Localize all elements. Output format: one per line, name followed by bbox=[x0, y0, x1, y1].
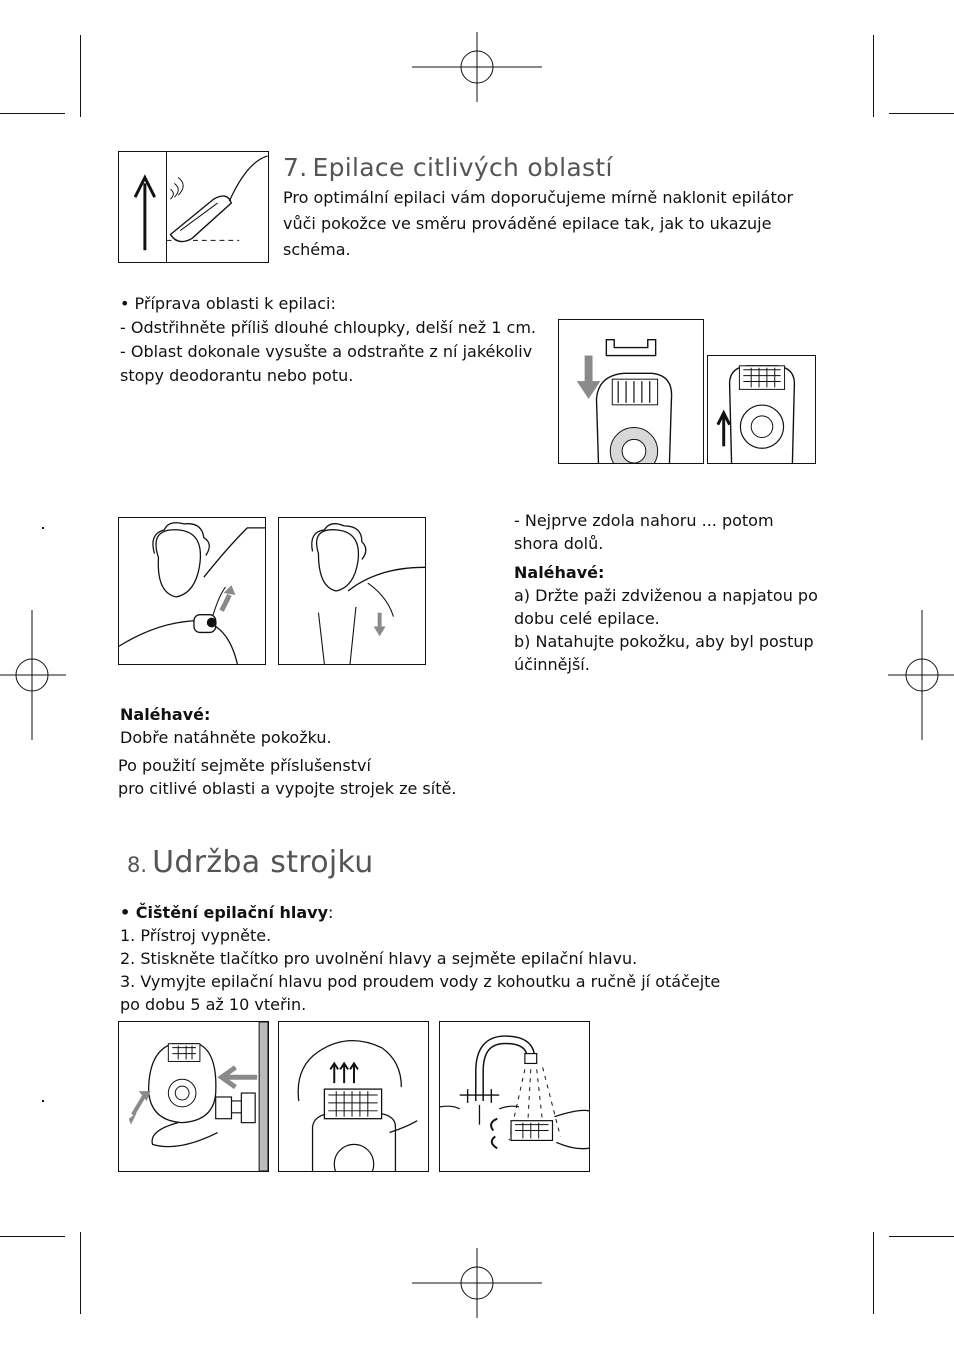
registration-mark-bottom bbox=[412, 1248, 542, 1318]
dot-mark bbox=[42, 1100, 44, 1102]
section8-title: Udržba strojku bbox=[152, 845, 374, 880]
prep-line: - Odstřihněte příliš dlouhé chloupky, delší než 1 cm. bbox=[120, 318, 536, 337]
section7-intro bbox=[283, 185, 793, 263]
figure-unplug bbox=[118, 1021, 269, 1172]
urgent-line: dobu celé epilace. bbox=[514, 609, 660, 628]
figure-underarm-up bbox=[118, 517, 266, 665]
preparation-list bbox=[120, 292, 536, 388]
crop-mark bbox=[873, 1232, 874, 1314]
step-line: 3. Vymyjte epilační hlavu pod proudem vody z kohoutku a ručně jí otáčejte bbox=[120, 972, 721, 991]
step-line: 2. Stiskněte tlačítko pro uvolnění hlavy a sejměte epilační hlavu. bbox=[120, 949, 638, 968]
after-use-line: Po použití sejměte příslušenství bbox=[118, 756, 371, 775]
direction-note bbox=[514, 509, 774, 555]
urgent-label: Naléhavé: bbox=[514, 563, 605, 582]
crop-mark bbox=[889, 1236, 954, 1237]
after-use-line: pro citlivé oblasti a vypojte strojek ze sítě. bbox=[118, 779, 457, 798]
cleaning-label-line bbox=[120, 901, 720, 924]
section8-heading bbox=[127, 845, 374, 880]
after-use-note bbox=[118, 754, 456, 800]
dot-mark bbox=[42, 527, 44, 529]
figure-rinse-head bbox=[439, 1021, 590, 1172]
step-line: po dobu 5 až 10 vteřin. bbox=[120, 995, 307, 1014]
urgent-line: a) Držte paži zdviženou a napjatou po bbox=[514, 586, 818, 605]
intro-line: schéma. bbox=[283, 240, 351, 259]
prep-line: • Příprava oblasti k epilaci: bbox=[120, 294, 336, 313]
step-line: 1. Přístroj vypněte. bbox=[120, 926, 272, 945]
figure-tilt-diagram bbox=[118, 151, 269, 263]
crop-mark bbox=[889, 113, 954, 114]
cleaning-colon: : bbox=[328, 903, 334, 922]
section7-heading bbox=[283, 153, 613, 182]
cleaning-label: • Čištění epilační hlavy bbox=[120, 903, 329, 922]
figure-release-head bbox=[707, 355, 816, 464]
crop-mark bbox=[80, 1232, 81, 1314]
registration-mark-top bbox=[412, 32, 542, 102]
urgent2-block bbox=[120, 703, 332, 749]
registration-mark-left bbox=[0, 610, 66, 740]
urgent-line: b) Natahujte pokožku, aby byl postup bbox=[514, 632, 814, 651]
crop-mark bbox=[80, 35, 81, 117]
cleaning-steps bbox=[120, 901, 720, 1016]
urgent-block bbox=[514, 561, 818, 676]
figure-remove-head bbox=[278, 1021, 429, 1172]
crop-mark bbox=[0, 1236, 65, 1237]
figure-attach-cap bbox=[558, 319, 704, 464]
section7-number: 7. bbox=[283, 153, 308, 182]
section8-number: 8. bbox=[127, 853, 148, 877]
direction-line: - Nejprve zdola nahoru ... potom bbox=[514, 511, 774, 530]
section7-title: Epilace citlivých oblastí bbox=[312, 153, 613, 182]
direction-line: shora dolů. bbox=[514, 534, 604, 553]
intro-line: Pro optimální epilaci vám doporučujeme mírně naklonit epilátor bbox=[283, 188, 794, 207]
urgent2-label: Naléhavé: bbox=[120, 705, 211, 724]
urgent-line: účinnější. bbox=[514, 655, 590, 674]
prep-line: stopy deodorantu nebo potu. bbox=[120, 366, 354, 385]
registration-mark-right bbox=[888, 610, 954, 740]
prep-line: - Oblast dokonale vysušte a odstraňte z ní jakékoliv bbox=[120, 342, 533, 361]
figure-underarm-down bbox=[278, 517, 426, 665]
crop-mark bbox=[0, 113, 65, 114]
crop-mark bbox=[873, 35, 874, 117]
intro-line: vůči pokožce ve směru prováděné epilace tak, jak to ukazuje bbox=[283, 214, 772, 233]
urgent2-text: Dobře natáhněte pokožku. bbox=[120, 728, 332, 747]
